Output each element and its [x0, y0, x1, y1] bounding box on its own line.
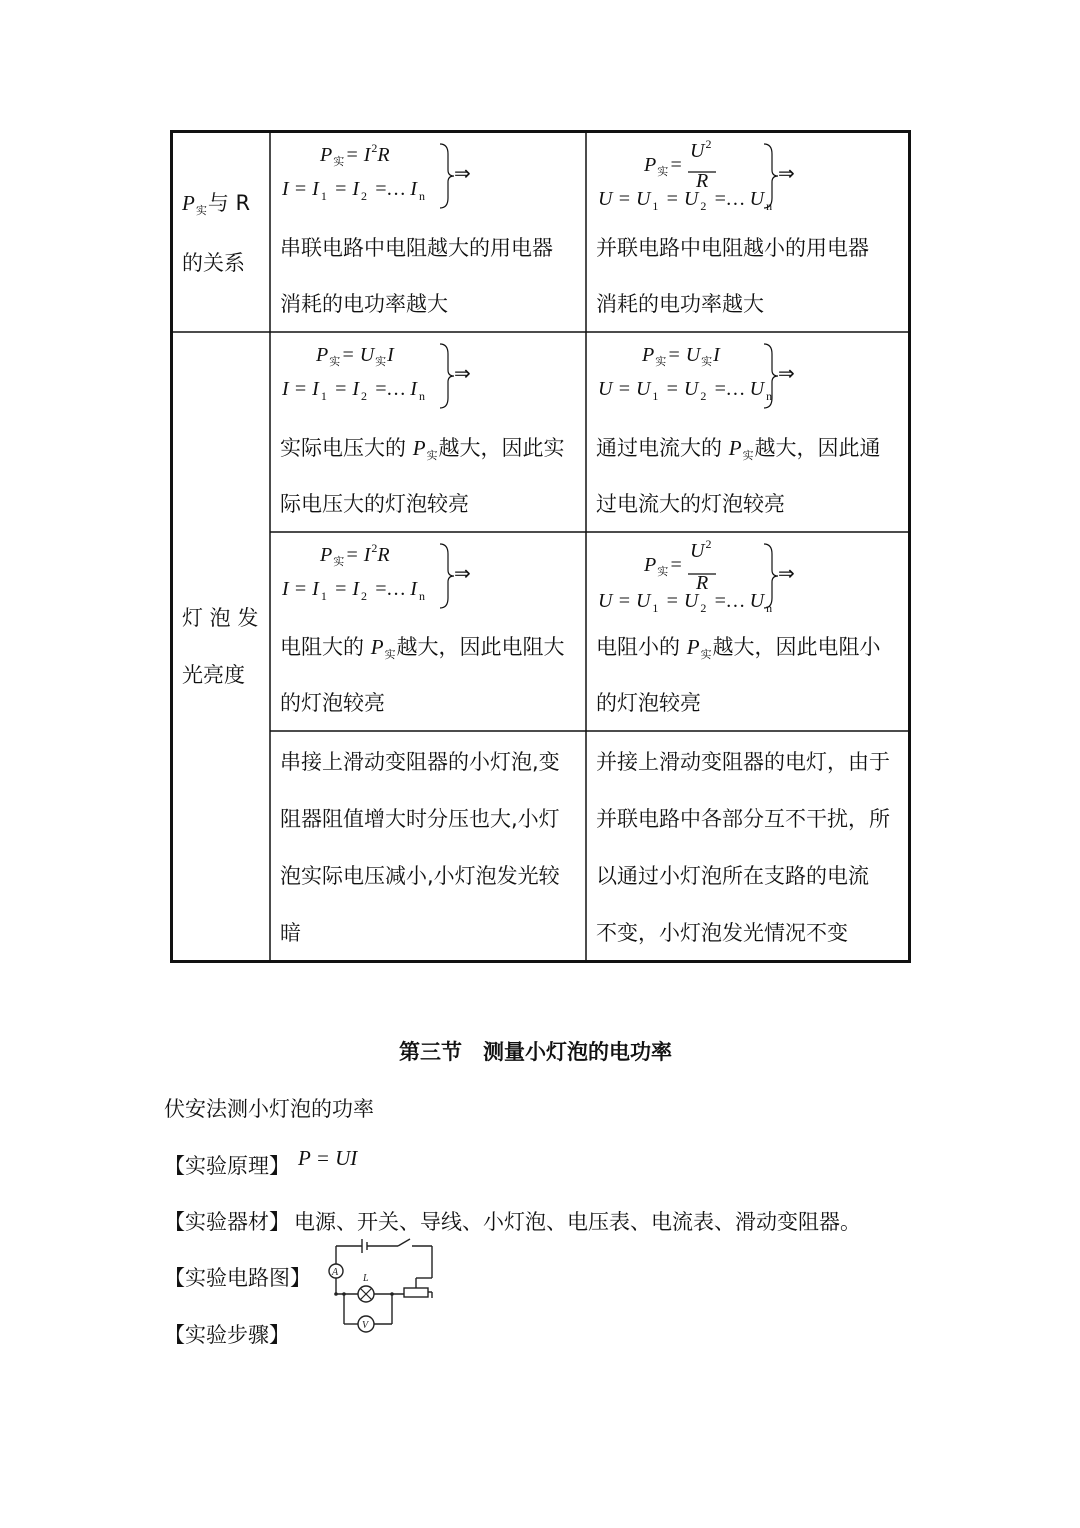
series-text-line2: 消耗的电功率越大 [280, 292, 448, 316]
parallel-fraction-denominator: R [696, 170, 709, 192]
row-header-brightness: 灯 泡 发 光亮度 [182, 606, 259, 687]
series-formula-power: $P_实= I^2R$ [320, 541, 390, 568]
steps-label: 【实验步骤】 [164, 1323, 290, 1347]
parallel-text-line4: 不变，小灯泡发光情况不变 [596, 921, 848, 945]
parallel-text-line1: 并接上滑动变阻器的电灯，由于 [596, 750, 890, 774]
parallel-fraction-numerator: $U^2$ [690, 137, 712, 162]
parallel-text-line2: 并联电路中各部分互不干扰，所 [596, 807, 890, 831]
parallel-formula-power: $P_实=$ [644, 554, 683, 578]
equipment-text: 电源、开关、导线、小灯泡、电压表、电流表、滑动变阻器。 [294, 1210, 861, 1234]
series-formula-current: I = I $_1$ = I $_2$ =… I $_n$ [282, 378, 425, 403]
series-text-line2: 际电压大的灯泡较亮 [280, 492, 469, 516]
series-text-line1: 电阻大的 P实越大，因此电阻大 [280, 635, 565, 661]
parallel-text-line2: 过电流大的灯泡较亮 [596, 492, 785, 516]
parallel-formula-voltage: U = U $_1$ = U $_2$ =… U $_n$ [598, 590, 773, 615]
series-text-line3: 泡实际电压减小,小灯泡发光较 [280, 864, 560, 888]
arrow-icon: ⇒ [778, 163, 795, 185]
series-formula-power: $P_实= I^2R$ [320, 141, 390, 168]
parallel-fraction-denominator: R [696, 572, 709, 594]
series-formula-current: I = I $_1$ = I $_2$ =… I $_n$ [282, 178, 425, 203]
arrow-icon: ⇒ [778, 563, 795, 585]
lamp-icon [358, 1273, 374, 1302]
arrow-icon: ⇒ [454, 563, 471, 585]
circuit-label: 【实验电路图】 [164, 1266, 311, 1290]
principle-formula: P = UI [298, 1146, 358, 1170]
arrow-icon: ⇒ [454, 163, 471, 185]
section-subtitle: 伏安法测小灯泡的功率 [164, 1097, 374, 1121]
series-text-line1: 串联电路中电阻越大的用电器 [280, 236, 553, 260]
parallel-formula-voltage: U = U $_1$ = U $_2$ =… U $_n$ [598, 188, 773, 213]
parallel-text-line2: 消耗的电功率越大 [596, 292, 764, 316]
equipment-label: 【实验器材】 [164, 1210, 290, 1234]
row-header-power-resistance: P实与 R 的关系 [182, 191, 251, 275]
principle-label: 【实验原理】 [164, 1154, 290, 1178]
series-text-line2: 阻器阻值增大时分压也大,小灯 [280, 807, 560, 831]
series-text-line1: 串接上滑动变阻器的小灯泡,变 [280, 750, 560, 774]
parallel-formula-voltage: U = U $_1$ = U $_2$ =… U $_n$ [598, 378, 773, 403]
parallel-text-line1: 通过电流大的 P实越大，因此通 [596, 436, 881, 462]
ammeter-icon [329, 1264, 343, 1278]
section-title: 第三节 测量小灯泡的电功率 [399, 1040, 672, 1064]
svg-text:L: L [363, 1273, 369, 1284]
arrow-icon: ⇒ [454, 363, 471, 385]
parallel-formula-power: $P_实=$ [644, 154, 683, 178]
parallel-text-line3: 以通过小灯泡所在支路的电流 [596, 864, 869, 888]
parallel-fraction-numerator: $U^2$ [690, 537, 712, 562]
parallel-formula-power: $P_实= U_实I$ [642, 344, 720, 368]
parallel-text-line1: 并联电路中电阻越小的用电器 [596, 236, 869, 260]
series-formula-power: $P_实= U_实I$ [316, 344, 394, 368]
series-text-line4: 暗 [280, 921, 301, 945]
circuit-diagram [318, 1236, 440, 1342]
parallel-text-line2: 的灯泡较亮 [596, 691, 701, 715]
voltmeter-icon [358, 1316, 374, 1332]
comparison-table [170, 130, 911, 963]
parallel-text-line1: 电阻小的 P实越大，因此电阻小 [596, 635, 881, 661]
brace-marks [440, 144, 778, 608]
svg-text:A: A [332, 1267, 339, 1278]
series-formula-current: I = I $_1$ = I $_2$ =… I $_n$ [282, 578, 425, 603]
series-text-line2: 的灯泡较亮 [280, 691, 385, 715]
arrow-icon: ⇒ [778, 363, 795, 385]
svg-text:V: V [362, 1320, 369, 1331]
series-text-line1: 实际电压大的 P实越大，因此实 [280, 436, 565, 462]
